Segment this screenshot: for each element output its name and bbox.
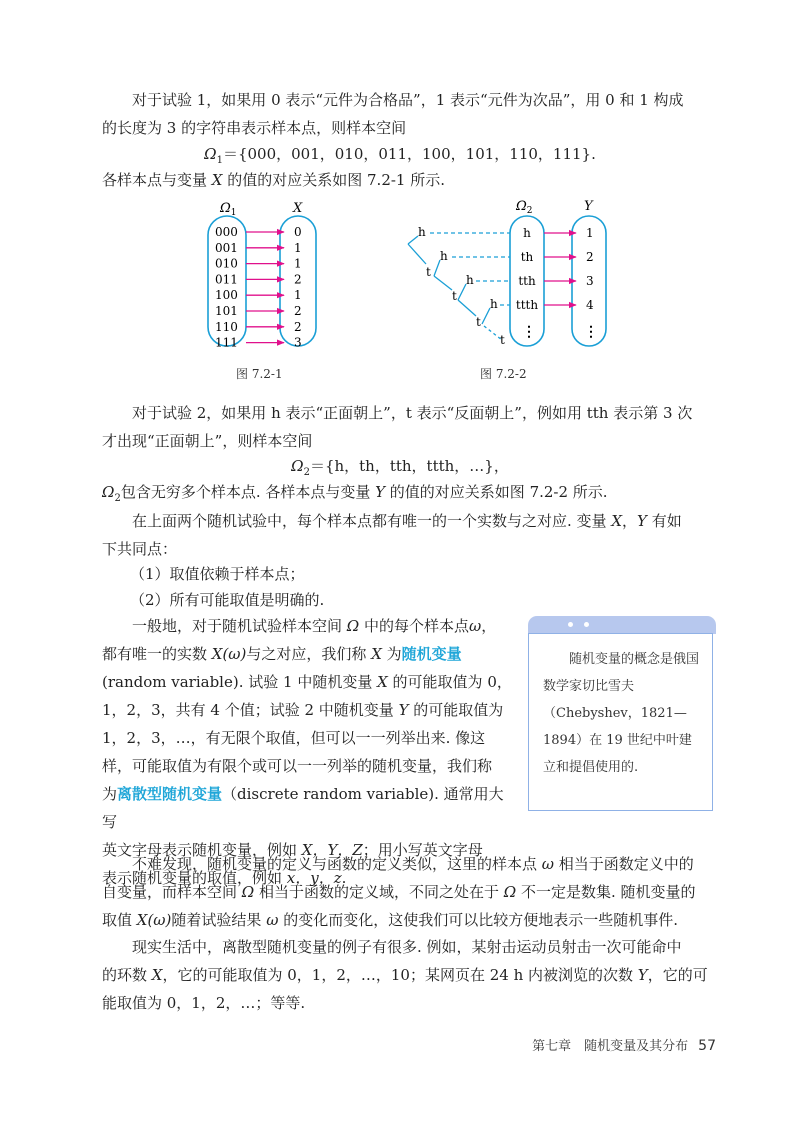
paragraph-fig1-ref <box>102 166 714 194</box>
text-span: 包含无穷多个样本点. 各样本点与变量 <box>120 483 376 501</box>
sample-point-label: 000 <box>215 225 238 239</box>
tree-node-h: h <box>440 249 448 263</box>
text-span: 各样本点与变量 <box>102 171 212 189</box>
variable-x: X <box>151 966 163 984</box>
omega-symbol: Ω <box>241 883 255 901</box>
tree-node-t: t <box>452 289 457 303</box>
variable-y: Y <box>637 512 647 530</box>
paragraph-definition: 一般地，对于随机试验样本空间 Ω 中的每个样本点ω， 都有唯一的实数 X(ω)与之对应，我们称 X 为随机变量 (random variable). 试验 1 中随机变量 X 的可能取值为 0， 1，2，3，共有 4 个值；试验 2 中随机变量 Y 的可能取值为 1，2，3，…，有无限个取值，但可以一一列举出来. 像这 样，可能取值为有限个或可以一一列举的随机变量，我们称 为离散型随机变量（discrete random variable). 通常用大写 英文字母表示随机变量，例如 X，Y，Z；用小写英文字母 表示随机变量的取值，例如 x，y，z. <box>102 617 512 887</box>
omega-symbol: Ω <box>204 145 217 163</box>
paragraph-trial1 <box>102 86 714 142</box>
omega-lower: ω <box>266 911 279 929</box>
var-label-x: X <box>293 201 303 216</box>
figure-caption: 图 7.2-2 <box>480 367 527 381</box>
tree-node-h: h <box>466 273 474 287</box>
var-label-y: Y <box>584 199 593 214</box>
omega-symbol: Ω <box>346 617 360 635</box>
text-span: 表示随机变量的取值，例如 <box>102 869 287 887</box>
sample-point-label: 010 <box>215 256 238 271</box>
variable-x: X <box>377 673 388 691</box>
text-span: 取值 <box>102 911 137 929</box>
x-of-omega: X(ω) <box>211 645 247 663</box>
text-span: 1，2，3，共有 4 个值；试验 2 中随机变量 <box>102 701 399 719</box>
values-xyz: x，y，z <box>286 869 342 887</box>
keyword-discrete-random-variable: 离散型随机变量 <box>117 785 223 803</box>
outcome-label: ttth <box>515 298 539 312</box>
figure-7-2-2 <box>404 198 614 348</box>
omega-lower: ω <box>541 855 555 873</box>
text-span: 的值的对应关系如图 7.2-2 所示. <box>385 483 608 501</box>
variable-x: X <box>611 512 622 530</box>
text-span: 为 <box>102 785 118 803</box>
subscript: 1 <box>216 155 223 166</box>
sample-point-label: 001 <box>215 240 238 255</box>
text-span: 不一定是数集. 随机变量的 <box>516 883 696 901</box>
tree-node-t: t <box>500 333 505 347</box>
text-span: 的变化而变化，这使我们可以比较方便地表示一些随机事件. <box>278 911 678 929</box>
dot-icon <box>568 622 573 627</box>
text-span: 中的每个样本点 <box>359 617 469 635</box>
text-span: 的值的对应关系如图 7.2-1 所示. <box>222 171 446 189</box>
text-span: ，它的可 <box>647 966 708 984</box>
value-label: 2 <box>586 250 594 264</box>
omega-symbol: Ω <box>291 457 304 475</box>
page-footer <box>532 1035 716 1054</box>
variable-y: Y <box>398 701 409 719</box>
ellipsis-dots: ⋮ <box>522 324 536 340</box>
paragraph-line: 能取值为 0，1，2，…；等等. <box>102 994 306 1012</box>
value-label: 1 <box>294 256 302 271</box>
text-span: 都有唯一的实数 <box>102 645 212 663</box>
omega-symbol: Ω <box>102 483 115 501</box>
set-label-omega2: $\Omega_2$ <box>516 199 533 216</box>
sample-point-label: 110 <box>215 319 238 334</box>
sample-point-label: 011 <box>215 272 238 287</box>
text-span: 的环数 <box>102 966 152 984</box>
outcome-label: tth <box>518 274 536 288</box>
value-label: 3 <box>586 274 594 288</box>
text-span: 一般地，对于随机试验样本空间 <box>132 617 347 635</box>
text-span: 随着试验结果 <box>171 911 267 929</box>
sample-point-label: 100 <box>215 288 238 303</box>
text-span: 在上面两个随机试验中，每个样本点都有唯一的一个实数与之对应. 变量 <box>132 512 612 530</box>
equation-body: ＝{000，001，010，011，100，101，110，111}. <box>222 145 596 163</box>
text-span: 自变量，而样本空间 <box>102 883 242 901</box>
paragraph-examples <box>102 933 714 1017</box>
tree-node-t: t <box>426 265 431 279</box>
paragraph-line: 对于试验 1，如果用 0 表示“元件为合格品”，1 表示“元件为次品”，用 0 和 1 构成 <box>132 91 684 109</box>
value-label: 3 <box>294 335 302 348</box>
paragraph-trial2 <box>102 399 714 455</box>
paragraph-line: 下共同点： <box>102 540 178 558</box>
set-label-omega1: $\Omega_1$ <box>220 201 237 218</box>
variable-x: X <box>371 645 382 663</box>
text-span: 相当于函数的定义域，不同之处在于 <box>254 883 504 901</box>
value-label: 1 <box>294 288 302 303</box>
variable-y: Y <box>375 483 386 501</box>
text-span: 英文字母表示随机变量，例如 <box>102 841 302 859</box>
text-span: ；用小写英文字母 <box>362 841 483 859</box>
text-span: ， <box>622 512 638 530</box>
page-number: 57 <box>698 1038 716 1054</box>
equation-body: ＝{h，th，tth，ttth，…}， <box>309 457 509 475</box>
text-span: (random variable). 试验 1 中随机变量 <box>102 673 378 691</box>
chapter-title: 第七章 随机变量及其分布 <box>532 1039 689 1054</box>
paragraph-line: 才出现“正面朝上”，则样本空间 <box>102 432 313 450</box>
list-item: （2）所有可能取值是明确的. <box>130 591 325 609</box>
text-span: 的可能取值为 <box>408 701 504 719</box>
subscript: 2 <box>114 493 121 504</box>
value-label: 0 <box>294 225 302 239</box>
value-label: 2 <box>294 319 302 334</box>
probability-tree <box>408 236 502 340</box>
sidebar-note-text: 随机变量的概念是俄国数学家切比雪夫（Chebyshev，1821—1894）在 19 世纪中叶建立和提倡使用的. <box>543 652 700 775</box>
keyword-random-variable: 随机变量 <box>401 645 462 663</box>
figure-caption: 图 7.2-1 <box>236 367 283 381</box>
x-of-omega: X(ω) <box>136 911 172 929</box>
value-label: 1 <box>586 226 594 240</box>
text-span: 有如 <box>646 512 682 530</box>
outcome-label: h <box>523 226 531 240</box>
value-label: 2 <box>294 272 302 287</box>
text-span: ，它的可能取值为 0，1，2，…，10；某网页在 24 h 内被浏览的次数 <box>162 966 638 984</box>
paragraph-line: 现实生活中，离散型随机变量的例子有很多. 例如，某射击运动员射击一次可能命中 <box>132 938 682 956</box>
value-label: 2 <box>294 304 302 318</box>
subscript: 2 <box>303 467 310 478</box>
outcome-label: th <box>520 250 534 264</box>
sidebar-header <box>528 616 716 634</box>
value-label: 4 <box>586 298 594 312</box>
text-span: （discrete random variable). 通常用大写 <box>102 785 504 831</box>
text-span: 与之对应，我们称 <box>246 645 372 663</box>
omega-lower: ω <box>469 617 482 635</box>
tree-node-h: h <box>418 225 426 239</box>
paragraph-line: 对于试验 2，如果用 h 表示“正面朝上”，t 表示“反面朝上”，例如用 tth 表示第 3 次 <box>132 404 693 422</box>
text-span: 相当于函数定义中的 <box>554 855 694 873</box>
paragraph-function-analogy <box>102 850 714 934</box>
paragraph-line: 的长度为 3 的字符串表示样本点，则样本空间 <box>102 119 407 137</box>
text-span: 为 <box>381 645 402 663</box>
variable-y: Y <box>637 966 648 984</box>
paragraph-common-points <box>102 507 714 563</box>
tree-node-h: h <box>490 297 498 311</box>
text-span: 样，可能取值为有限个或可以一一列举的随机变量，我们称 <box>102 757 493 775</box>
sample-point-label: 111 <box>215 335 238 348</box>
value-label: 1 <box>294 240 302 255</box>
figure-7-2-1 <box>206 198 346 348</box>
variable-x: X <box>211 171 223 189</box>
sample-point-label: 101 <box>215 304 238 318</box>
text-span: 的可能取值为 0， <box>387 673 512 691</box>
ellipsis-dots: ⋮ <box>584 324 598 340</box>
variables-xyz: X，Y，Z <box>301 841 363 859</box>
text-span: 不难发现，随机变量的定义与函数的定义类似，这里的样本点 <box>132 855 542 873</box>
list-item: （1）取值依赖于样本点； <box>130 565 305 583</box>
text-span: . <box>341 869 347 887</box>
text-span: 1，2，3，…，有无限个取值，但可以一一列举出来. 像这 <box>102 729 486 747</box>
omega-symbol: Ω <box>503 883 517 901</box>
dot-icon <box>584 622 589 627</box>
tree-node-t: t <box>476 315 481 329</box>
